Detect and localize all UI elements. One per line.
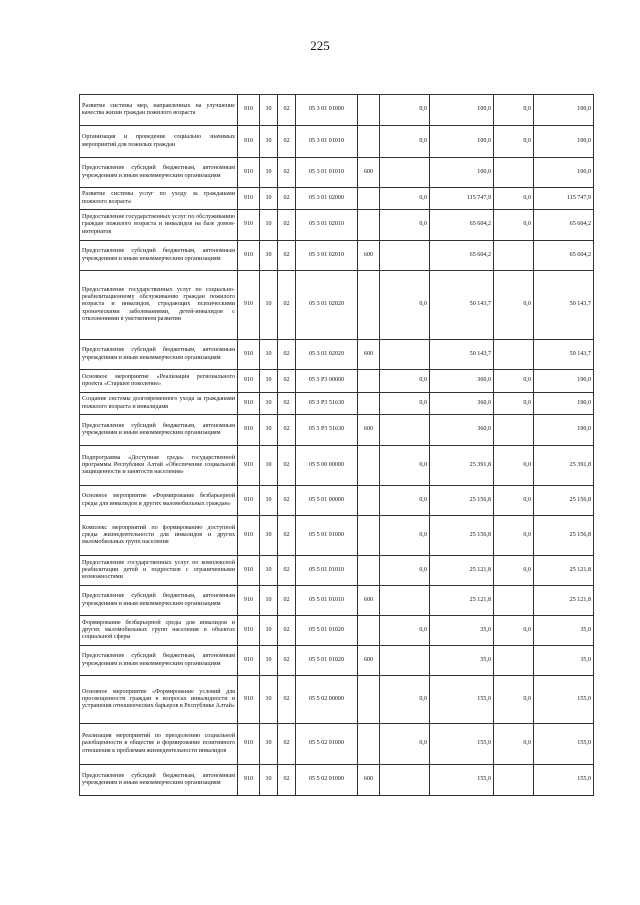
expense-type-code: 600 bbox=[358, 415, 380, 446]
target-article-code: 05 3 01 02010 bbox=[296, 241, 358, 271]
amount-col-4: 50 143,7 bbox=[534, 271, 594, 340]
budget-item-name: Предоставление субсидий бюджетным, автономным учреждениям и иным некоммерческим организациям bbox=[80, 765, 238, 796]
amount-col-3 bbox=[494, 415, 534, 446]
expense-type-code bbox=[358, 370, 380, 393]
amount-col-4: 65 604,2 bbox=[534, 241, 594, 271]
admin-code: 910 bbox=[238, 765, 260, 796]
amount-col-2: 50 143,7 bbox=[430, 340, 494, 370]
budget-item-name: Организация и проведение социально значимых мероприятий для пожилых граждан bbox=[80, 126, 238, 158]
amount-col-1: 0,0 bbox=[380, 516, 430, 556]
table-row bbox=[80, 486, 594, 516]
amount-col-4: 25 391,8 bbox=[534, 446, 594, 486]
expense-type-code bbox=[358, 556, 380, 586]
budget-item-name: Предоставление государственных услуг по обслуживанию граждан пожилого возраста и инвалидов на базе домов-интернатов bbox=[80, 210, 238, 241]
amount-col-4: 100,0 bbox=[534, 158, 594, 188]
table-row bbox=[80, 765, 594, 796]
amount-col-1: 0,0 bbox=[380, 126, 430, 158]
amount-col-4: 155,0 bbox=[534, 765, 594, 796]
subsection-code: 02 bbox=[278, 340, 296, 370]
amount-col-4: 65 604,2 bbox=[534, 210, 594, 241]
section-code: 10 bbox=[260, 676, 278, 724]
amount-col-2: 35,0 bbox=[430, 646, 494, 676]
amount-col-2: 65 604,2 bbox=[430, 241, 494, 271]
amount-col-4: 100,0 bbox=[534, 126, 594, 158]
amount-col-1: 0,0 bbox=[380, 188, 430, 210]
target-article-code: 05 3 01 02020 bbox=[296, 340, 358, 370]
amount-col-4: 50 143,7 bbox=[534, 340, 594, 370]
expense-type-code: 600 bbox=[358, 586, 380, 616]
budget-item-name: Комплекс мероприятий по формированию доступной среды жизнедеятельности для инвалидов и других маломобильных групп населения bbox=[80, 516, 238, 556]
expense-type-code: 600 bbox=[358, 241, 380, 271]
expense-type-code bbox=[358, 676, 380, 724]
table-row bbox=[80, 95, 594, 126]
admin-code: 910 bbox=[238, 370, 260, 393]
table-row bbox=[80, 210, 594, 241]
table-row bbox=[80, 271, 594, 340]
subsection-code: 02 bbox=[278, 271, 296, 340]
target-article-code: 05 5 01 00000 bbox=[296, 486, 358, 516]
amount-col-3 bbox=[494, 340, 534, 370]
amount-col-4: 100,0 bbox=[534, 95, 594, 126]
target-article-code: 05 3 01 02020 bbox=[296, 271, 358, 340]
subsection-code: 02 bbox=[278, 646, 296, 676]
amount-col-3: 0,0 bbox=[494, 486, 534, 516]
target-article-code: 05 5 01 01010 bbox=[296, 586, 358, 616]
amount-col-4: 155,0 bbox=[534, 724, 594, 765]
amount-col-1: 0,0 bbox=[380, 676, 430, 724]
amount-col-2: 100,0 bbox=[430, 126, 494, 158]
admin-code: 910 bbox=[238, 486, 260, 516]
subsection-code: 02 bbox=[278, 95, 296, 126]
amount-col-1: 0,0 bbox=[380, 556, 430, 586]
table-row bbox=[80, 126, 594, 158]
amount-col-3 bbox=[494, 158, 534, 188]
subsection-code: 02 bbox=[278, 158, 296, 188]
amount-col-1: 0,0 bbox=[380, 446, 430, 486]
budget-item-name: Предоставление субсидий бюджетным, автономным учреждениям и иным некоммерческим организациям bbox=[80, 340, 238, 370]
admin-code: 910 bbox=[238, 393, 260, 415]
target-article-code: 05 5 01 01010 bbox=[296, 556, 358, 586]
expense-type-code: 600 bbox=[358, 340, 380, 370]
amount-col-3: 0,0 bbox=[494, 516, 534, 556]
amount-col-4: 35,0 bbox=[534, 646, 594, 676]
budget-table bbox=[79, 94, 594, 796]
subsection-code: 02 bbox=[278, 188, 296, 210]
subsection-code: 02 bbox=[278, 676, 296, 724]
amount-col-2: 25 121,8 bbox=[430, 586, 494, 616]
amount-col-2: 155,0 bbox=[430, 765, 494, 796]
amount-col-3: 0,0 bbox=[494, 370, 534, 393]
amount-col-4: 25 121,8 bbox=[534, 586, 594, 616]
budget-item-name: Развитие системы услуг по уходу за гражданами пожилого возраста bbox=[80, 188, 238, 210]
amount-col-3 bbox=[494, 586, 534, 616]
budget-item-name: Предоставление субсидий бюджетным, автономным учреждениям и иным некоммерческим организациям bbox=[80, 586, 238, 616]
page-number: 225 bbox=[310, 38, 330, 53]
table-row bbox=[80, 516, 594, 556]
target-article-code: 05 3 01 01010 bbox=[296, 158, 358, 188]
section-code: 10 bbox=[260, 724, 278, 765]
section-code: 10 bbox=[260, 446, 278, 486]
amount-col-4: 190,0 bbox=[534, 393, 594, 415]
amount-col-2: 25 391,8 bbox=[430, 446, 494, 486]
amount-col-2: 115 747,9 bbox=[430, 188, 494, 210]
admin-code: 910 bbox=[238, 724, 260, 765]
subsection-code: 02 bbox=[278, 370, 296, 393]
amount-col-4: 25 156,8 bbox=[534, 516, 594, 556]
section-code: 10 bbox=[260, 271, 278, 340]
section-code: 10 bbox=[260, 586, 278, 616]
subsection-code: 02 bbox=[278, 616, 296, 646]
table-row bbox=[80, 340, 594, 370]
amount-col-2: 65 604,2 bbox=[430, 210, 494, 241]
amount-col-2: 155,0 bbox=[430, 676, 494, 724]
table-row bbox=[80, 415, 594, 446]
expense-type-code bbox=[358, 393, 380, 415]
admin-code: 910 bbox=[238, 126, 260, 158]
amount-col-2: 50 143,7 bbox=[430, 271, 494, 340]
table-row bbox=[80, 241, 594, 271]
section-code: 10 bbox=[260, 370, 278, 393]
expense-type-code bbox=[358, 486, 380, 516]
subsection-code: 02 bbox=[278, 586, 296, 616]
amount-col-3: 0,0 bbox=[494, 188, 534, 210]
section-code: 10 bbox=[260, 95, 278, 126]
amount-col-4: 155,0 bbox=[534, 676, 594, 724]
table-row bbox=[80, 446, 594, 486]
amount-col-3 bbox=[494, 646, 534, 676]
section-code: 10 bbox=[260, 126, 278, 158]
subsection-code: 02 bbox=[278, 516, 296, 556]
target-article-code: 05 3 P3 51630 bbox=[296, 415, 358, 446]
subsection-code: 02 bbox=[278, 415, 296, 446]
expense-type-code bbox=[358, 616, 380, 646]
target-article-code: 05 5 02 01000 bbox=[296, 765, 358, 796]
section-code: 10 bbox=[260, 646, 278, 676]
budget-item-name: Подпрограмма «Доступная среда» государственной программы Республики Алтай «Обеспечение социальной защищенности и занятости населения» bbox=[80, 446, 238, 486]
admin-code: 910 bbox=[238, 271, 260, 340]
budget-item-name: Реализация мероприятий по преодолению социальной разобщенности в обществе и формирование позитивного отношения к проблемам жизнедеятельности инвалидов bbox=[80, 724, 238, 765]
target-article-code: 05 3 01 01010 bbox=[296, 126, 358, 158]
expense-type-code: 600 bbox=[358, 158, 380, 188]
table-row bbox=[80, 188, 594, 210]
expense-type-code bbox=[358, 210, 380, 241]
amount-col-2: 360,0 bbox=[430, 415, 494, 446]
section-code: 10 bbox=[260, 616, 278, 646]
subsection-code: 02 bbox=[278, 486, 296, 516]
admin-code: 910 bbox=[238, 616, 260, 646]
amount-col-4: 25 121,8 bbox=[534, 556, 594, 586]
admin-code: 910 bbox=[238, 415, 260, 446]
target-article-code: 05 5 01 01020 bbox=[296, 646, 358, 676]
section-code: 10 bbox=[260, 556, 278, 586]
section-code: 10 bbox=[260, 516, 278, 556]
target-article-code: 05 5 02 00000 bbox=[296, 676, 358, 724]
target-article-code: 05 3 01 02000 bbox=[296, 188, 358, 210]
expense-type-code bbox=[358, 446, 380, 486]
section-code: 10 bbox=[260, 486, 278, 516]
section-code: 10 bbox=[260, 188, 278, 210]
amount-col-3: 0,0 bbox=[494, 95, 534, 126]
table-body bbox=[80, 95, 594, 796]
expense-type-code bbox=[358, 271, 380, 340]
admin-code: 910 bbox=[238, 95, 260, 126]
budget-item-name: Предоставление государственных услуг по социально-реабилитационному обслуживанию граждан пожилого возраста и инвалидов, страдающих психическими хроническими заболеваниями, детей-инвалидов с отклонениями в умственном развитии bbox=[80, 271, 238, 340]
budget-item-name: Основное мероприятие «Реализация регионального проекта «Старшее поколение» bbox=[80, 370, 238, 393]
amount-col-3: 0,0 bbox=[494, 556, 534, 586]
amount-col-1 bbox=[380, 586, 430, 616]
expense-type-code: 600 bbox=[358, 765, 380, 796]
table-row bbox=[80, 556, 594, 586]
admin-code: 910 bbox=[238, 210, 260, 241]
section-code: 10 bbox=[260, 393, 278, 415]
amount-col-1: 0,0 bbox=[380, 486, 430, 516]
target-article-code: 05 5 02 01000 bbox=[296, 724, 358, 765]
section-code: 10 bbox=[260, 340, 278, 370]
admin-code: 910 bbox=[238, 676, 260, 724]
amount-col-4: 190,0 bbox=[534, 370, 594, 393]
expense-type-code bbox=[358, 126, 380, 158]
amount-col-2: 100,0 bbox=[430, 158, 494, 188]
section-code: 10 bbox=[260, 210, 278, 241]
budget-item-name: Предоставление субсидий бюджетным, автономным учреждениям и иным некоммерческим организациям bbox=[80, 415, 238, 446]
section-code: 10 bbox=[260, 415, 278, 446]
admin-code: 910 bbox=[238, 446, 260, 486]
amount-col-2: 35,0 bbox=[430, 616, 494, 646]
subsection-code: 02 bbox=[278, 446, 296, 486]
admin-code: 910 bbox=[238, 586, 260, 616]
table-row bbox=[80, 393, 594, 415]
admin-code: 910 bbox=[238, 516, 260, 556]
admin-code: 910 bbox=[238, 556, 260, 586]
amount-col-1 bbox=[380, 241, 430, 271]
amount-col-1 bbox=[380, 158, 430, 188]
admin-code: 910 bbox=[238, 646, 260, 676]
admin-code: 910 bbox=[238, 158, 260, 188]
amount-col-1: 0,0 bbox=[380, 271, 430, 340]
table-row bbox=[80, 370, 594, 393]
amount-col-3: 0,0 bbox=[494, 446, 534, 486]
expense-type-code: 600 bbox=[358, 646, 380, 676]
section-code: 10 bbox=[260, 158, 278, 188]
table-row bbox=[80, 724, 594, 765]
amount-col-4: 115 747,9 bbox=[534, 188, 594, 210]
expense-type-code bbox=[358, 724, 380, 765]
amount-col-2: 360,0 bbox=[430, 393, 494, 415]
amount-col-3 bbox=[494, 241, 534, 271]
amount-col-3: 0,0 bbox=[494, 271, 534, 340]
amount-col-3: 0,0 bbox=[494, 126, 534, 158]
amount-col-2: 360,0 bbox=[430, 370, 494, 393]
subsection-code: 02 bbox=[278, 556, 296, 586]
amount-col-1: 0,0 bbox=[380, 724, 430, 765]
expense-type-code bbox=[358, 188, 380, 210]
target-article-code: 05 5 00 00000 bbox=[296, 446, 358, 486]
amount-col-4: 190,0 bbox=[534, 415, 594, 446]
amount-col-2: 25 156,8 bbox=[430, 516, 494, 556]
table-row bbox=[80, 586, 594, 616]
target-article-code: 05 5 01 01020 bbox=[296, 616, 358, 646]
target-article-code: 05 3 01 01000 bbox=[296, 95, 358, 126]
amount-col-3: 0,0 bbox=[494, 393, 534, 415]
expense-type-code bbox=[358, 516, 380, 556]
target-article-code: 05 3 P3 00000 bbox=[296, 370, 358, 393]
subsection-code: 02 bbox=[278, 724, 296, 765]
target-article-code: 05 3 01 02010 bbox=[296, 210, 358, 241]
amount-col-1 bbox=[380, 340, 430, 370]
budget-item-name: Предоставление субсидий бюджетным, автономным учреждениям и иным некоммерческим организациям bbox=[80, 646, 238, 676]
budget-item-name: Формирование безбарьерной среды для инвалидов и других маломобильных групп населения в объектах социальной сферы bbox=[80, 616, 238, 646]
table-row bbox=[80, 676, 594, 724]
subsection-code: 02 bbox=[278, 765, 296, 796]
amount-col-1 bbox=[380, 646, 430, 676]
budget-item-name: Предоставление субсидий бюджетным, автономным учреждениям и иным некоммерческим организациям bbox=[80, 158, 238, 188]
target-article-code: 05 5 01 01000 bbox=[296, 516, 358, 556]
amount-col-2: 155,0 bbox=[430, 724, 494, 765]
amount-col-3: 0,0 bbox=[494, 210, 534, 241]
amount-col-2: 25 121,8 bbox=[430, 556, 494, 586]
section-code: 10 bbox=[260, 765, 278, 796]
amount-col-3: 0,0 bbox=[494, 616, 534, 646]
target-article-code: 05 3 P3 51630 bbox=[296, 393, 358, 415]
amount-col-3: 0,0 bbox=[494, 676, 534, 724]
budget-item-name: Основное мероприятие «Формирование безбарьерной среды для инвалидов и других маломобильных граждан» bbox=[80, 486, 238, 516]
amount-col-1: 0,0 bbox=[380, 393, 430, 415]
amount-col-1 bbox=[380, 765, 430, 796]
amount-col-1: 0,0 bbox=[380, 616, 430, 646]
amount-col-3: 0,0 bbox=[494, 724, 534, 765]
amount-col-4: 35,0 bbox=[534, 616, 594, 646]
budget-item-name: Основное мероприятие «Формирование условий для просвещенности граждан в вопросах инвалидности и устранения отношенческих барьеров в Республике Алтай» bbox=[80, 676, 238, 724]
amount-col-2: 25 156,8 bbox=[430, 486, 494, 516]
admin-code: 910 bbox=[238, 241, 260, 271]
budget-item-name: Предоставление субсидий бюджетным, автономным учреждениям и иным некоммерческим организациям bbox=[80, 241, 238, 271]
amount-col-3 bbox=[494, 765, 534, 796]
table-row bbox=[80, 158, 594, 188]
budget-item-name: Развитие системы мер, направленных на улучшение качества жизни граждан пожилого возраста bbox=[80, 95, 238, 126]
amount-col-2: 100,0 bbox=[430, 95, 494, 126]
subsection-code: 02 bbox=[278, 126, 296, 158]
table-row bbox=[80, 646, 594, 676]
section-code: 10 bbox=[260, 241, 278, 271]
admin-code: 910 bbox=[238, 340, 260, 370]
amount-col-4: 25 156,8 bbox=[534, 486, 594, 516]
amount-col-1: 0,0 bbox=[380, 370, 430, 393]
subsection-code: 02 bbox=[278, 393, 296, 415]
expense-type-code bbox=[358, 95, 380, 126]
amount-col-1: 0,0 bbox=[380, 210, 430, 241]
amount-col-1: 0,0 bbox=[380, 95, 430, 126]
amount-col-1 bbox=[380, 415, 430, 446]
admin-code: 910 bbox=[238, 188, 260, 210]
subsection-code: 02 bbox=[278, 210, 296, 241]
budget-item-name: Создание системы долговременного ухода за гражданами пожилого возраста и инвалидами bbox=[80, 393, 238, 415]
subsection-code: 02 bbox=[278, 241, 296, 271]
table-row bbox=[80, 616, 594, 646]
budget-item-name: Предоставление государственных услуг по комплексной реабилитации детей и подростков с ограниченными возможностями bbox=[80, 556, 238, 586]
